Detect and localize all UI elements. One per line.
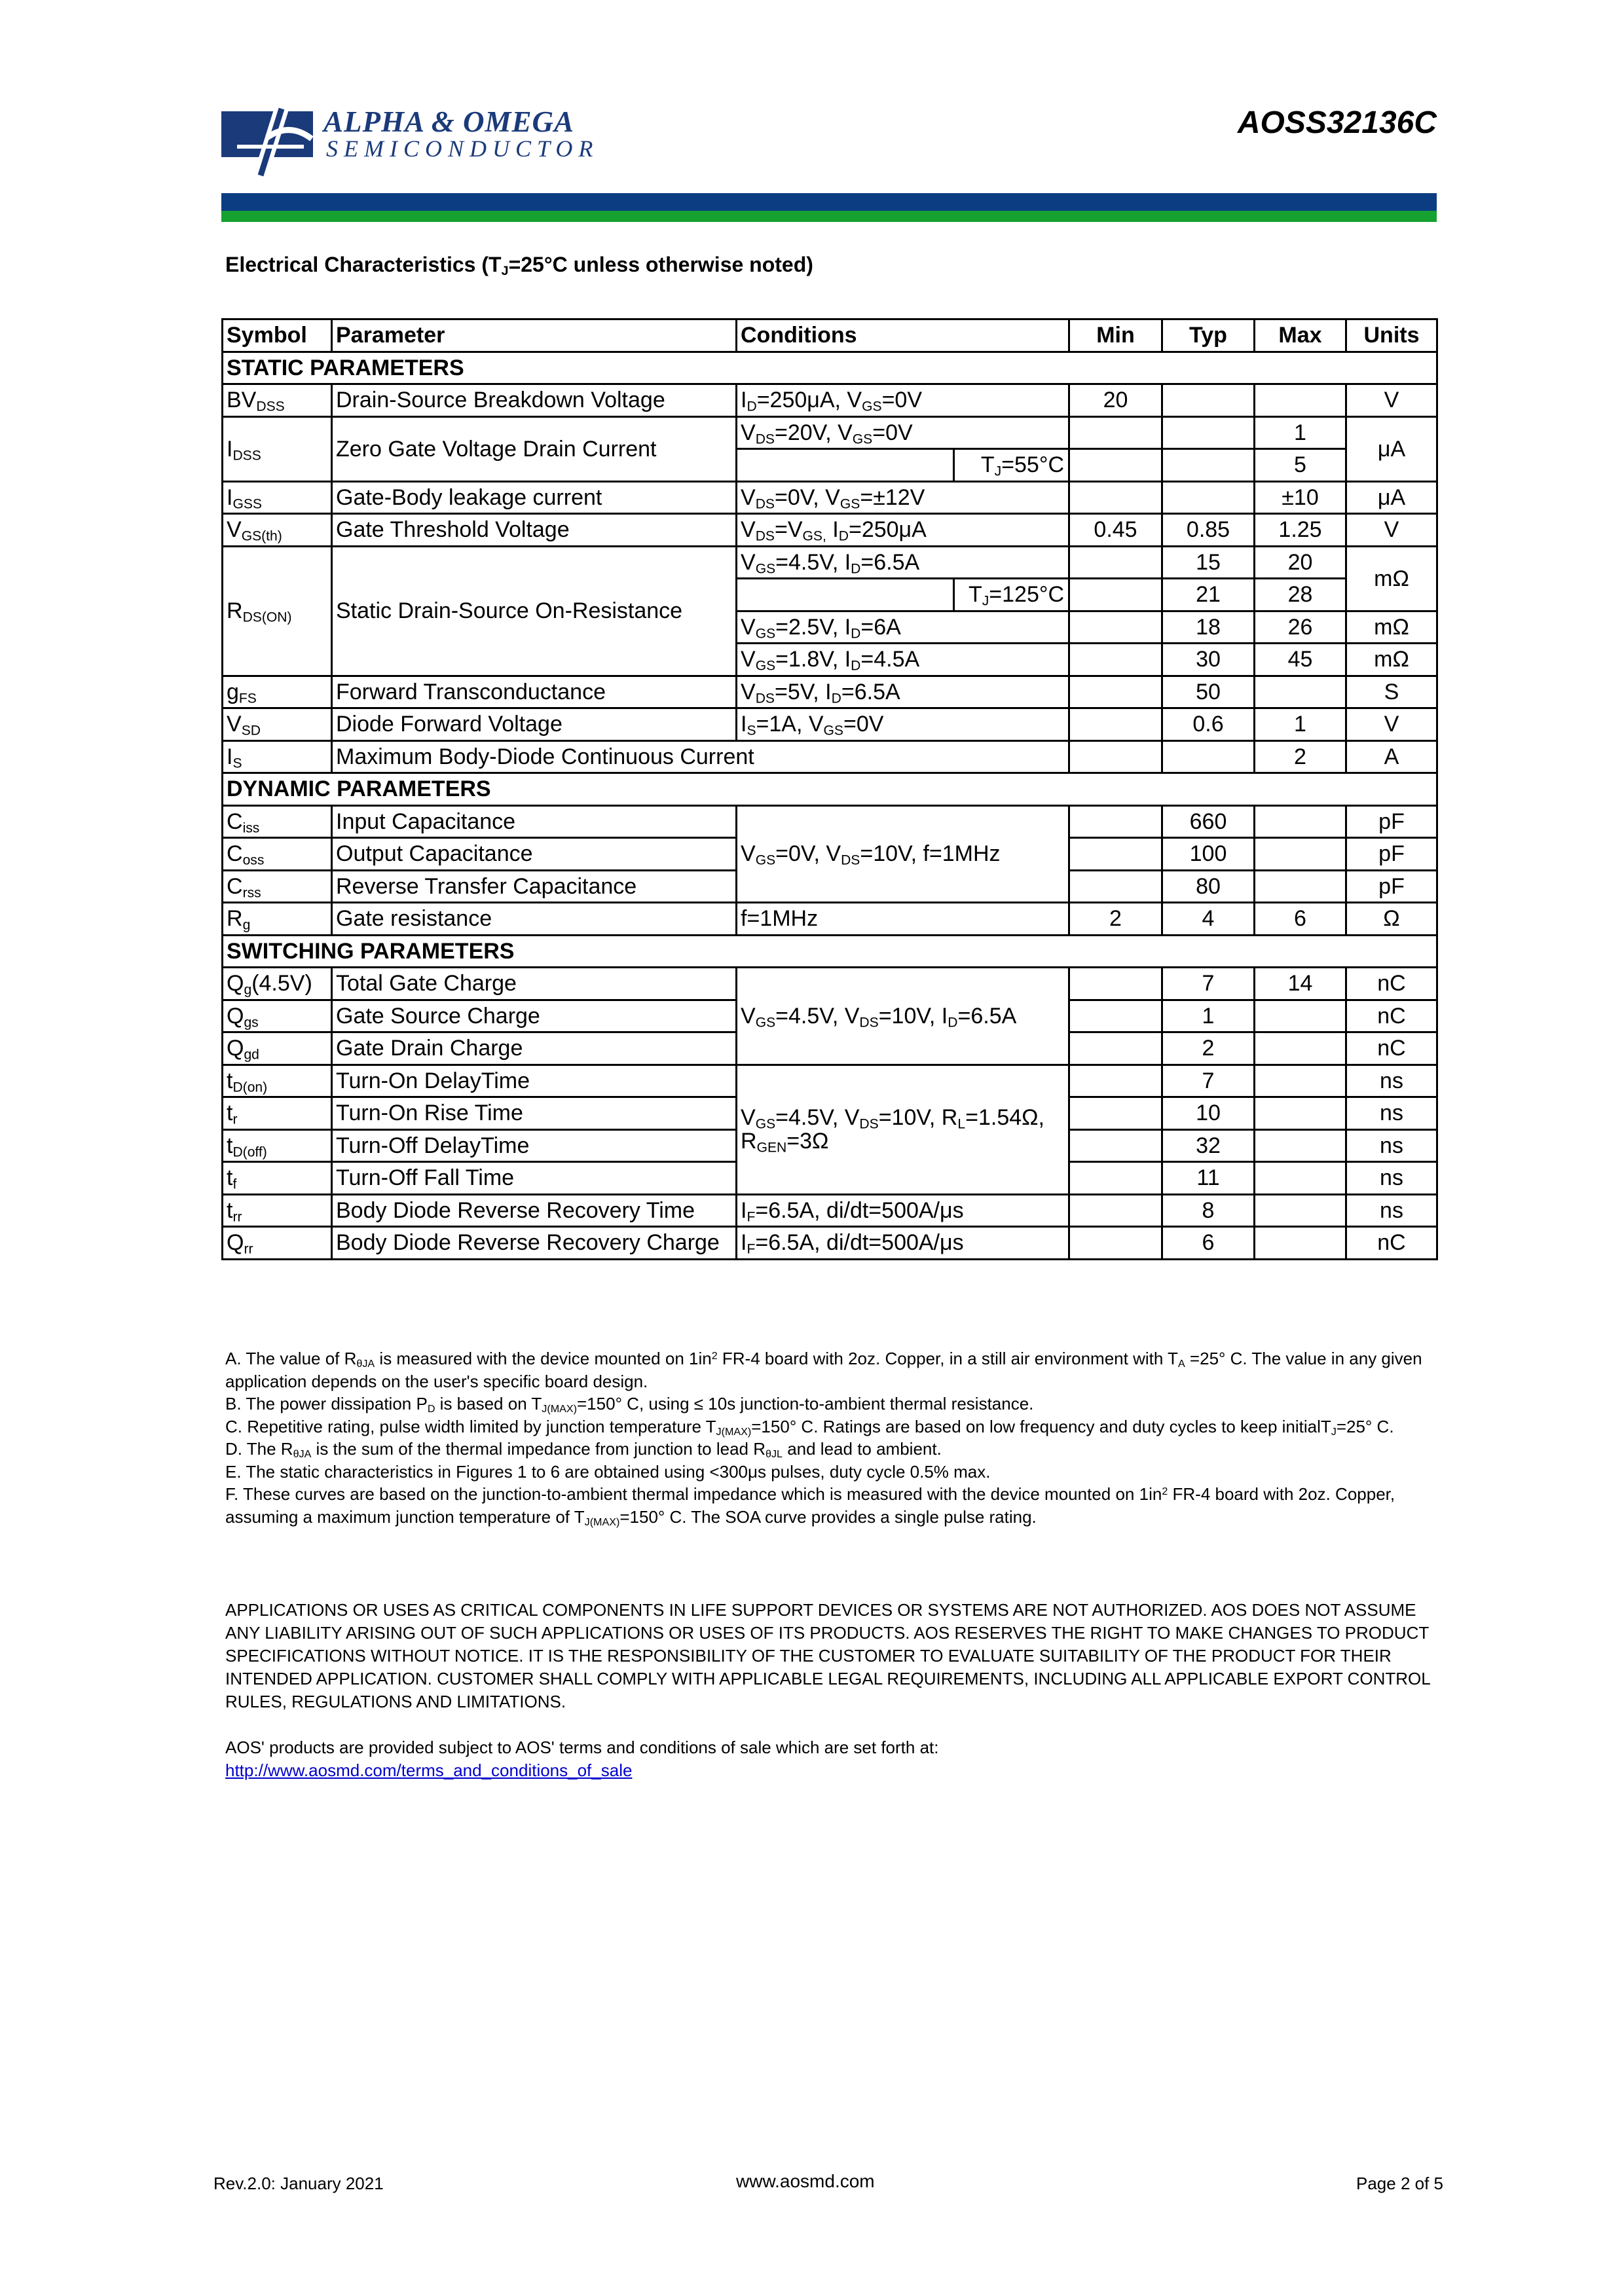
header-min: Min	[1069, 319, 1162, 352]
footnotes	[225, 1347, 1430, 1528]
footer-page-number: Page 2 of 5	[1356, 2174, 1443, 2193]
max-cell	[1255, 1162, 1346, 1195]
table-row-is	[223, 740, 1437, 773]
symbol-cell: $t_{D(on)}$	[223, 1065, 332, 1097]
typ-cell: 2	[1162, 1032, 1255, 1065]
conditions-cell: $V_{DS}=V_{GS,}$ $I_D=250\mu A$	[737, 514, 1069, 547]
typ-cell: 32	[1162, 1129, 1255, 1162]
symbol-cell: $Q_{rr}$	[223, 1227, 332, 1260]
max-cell	[1255, 1000, 1346, 1032]
typ-cell: 10	[1162, 1097, 1255, 1130]
conditions-cell: $V_{GS}=4.5V$, $V_{DS}=10V$, $R_L=1.54\Omega$, $R_{GEN}=3\Omega$	[737, 1065, 1069, 1194]
min-cell	[1069, 838, 1162, 871]
max-cell: 28	[1255, 579, 1346, 611]
conditions-cell: $I_F=6.5A$, di/dt=500A/μs	[737, 1227, 1069, 1260]
table-row-idss	[223, 416, 1437, 449]
conditions-cell: f=1MHz	[737, 903, 1069, 936]
typ-cell	[1162, 740, 1255, 773]
parameter-cell: Body Diode Reverse Recovery Time	[332, 1194, 737, 1227]
table-row-qg	[223, 968, 1437, 1000]
electrical-characteristics-table	[221, 318, 1438, 1260]
units-cell: ns	[1346, 1129, 1437, 1162]
units-cell: nC	[1346, 1000, 1437, 1032]
max-cell: 1	[1255, 708, 1346, 741]
table-row-trr	[223, 1194, 1437, 1227]
note-f: F. These curves are based on the junction-to-ambient thermal impedance which is measured with the device mounted on $1in^2$ FR-4 board with 2oz. Copper, assuming a maximum junction temperature of $T_{J(MAX)}=150^\circ$ C. The SOA curve provides a single pulse rating.	[225, 1484, 1395, 1528]
units-cell: V	[1346, 708, 1437, 741]
symbol-cell: $C_{oss}$	[223, 838, 332, 871]
typ-cell: 15	[1162, 546, 1255, 579]
symbol-cell: $I_S$	[223, 740, 332, 773]
parameter-cell: Gate Source Charge	[332, 1000, 737, 1032]
legal-disclaimer	[225, 1599, 1430, 1782]
conditions-cell: $I_D=250\mu A$, $V_{GS}=0V$	[737, 384, 1069, 417]
max-cell: 1.25	[1255, 514, 1346, 547]
max-cell	[1255, 384, 1346, 417]
typ-cell	[1162, 384, 1255, 417]
typ-cell: 4	[1162, 903, 1255, 936]
conditions-cell: $V_{GS}=0V$, $V_{DS}=10V$, f=1MHz	[737, 805, 1069, 903]
parameter-cell: Turn-On DelayTime	[332, 1065, 737, 1097]
symbol-cell: $t_{rr}$	[223, 1194, 332, 1227]
max-cell	[1255, 676, 1346, 708]
units-cell: A	[1346, 740, 1437, 773]
note-a: A. The value of $R_{\theta JA}$ is measured with the device mounted on $1in^2$ FR-4 board with 2oz. Copper, in a still air environment with $T_A =25^\circ$ C. The value in any given application depends on the user's specific board design.	[225, 1349, 1422, 1391]
max-cell: 1	[1255, 416, 1346, 449]
min-cell	[1069, 449, 1162, 482]
conditions-cell: $I_F=6.5A$, di/dt=500A/μs	[737, 1194, 1069, 1227]
min-cell	[1069, 546, 1162, 579]
units-cell: ns	[1346, 1097, 1437, 1130]
min-cell	[1069, 1065, 1162, 1097]
max-cell	[1255, 1194, 1346, 1227]
terms-link[interactable]: http://www.aosmd.com/terms_and_conditions_of_sale	[225, 1760, 633, 1780]
symbol-cell: $g_{FS}$	[223, 676, 332, 708]
min-cell: 0.45	[1069, 514, 1162, 547]
units-cell: pF	[1346, 805, 1437, 838]
units-cell: nC	[1346, 968, 1437, 1000]
max-cell: ±10	[1255, 481, 1346, 514]
units-cell: ns	[1346, 1194, 1437, 1227]
parameter-cell: Maximum Body-Diode Continuous Current	[332, 740, 1069, 773]
units-cell: V	[1346, 514, 1437, 547]
units-cell: mΩ	[1346, 611, 1437, 644]
max-cell	[1255, 1065, 1346, 1097]
symbol-cell: $BV_{DSS}$	[223, 384, 332, 417]
category-row	[223, 935, 1437, 968]
typ-cell: 100	[1162, 838, 1255, 871]
parameter-cell: Reverse Transfer Capacitance	[332, 870, 737, 903]
parameter-cell: Turn-Off Fall Time	[332, 1162, 737, 1195]
min-cell	[1069, 968, 1162, 1000]
max-cell	[1255, 1032, 1346, 1065]
min-cell: 20	[1069, 384, 1162, 417]
units-cell: pF	[1346, 838, 1437, 871]
units-cell: mΩ	[1346, 644, 1437, 676]
table-row-vsd	[223, 708, 1437, 741]
max-cell: 45	[1255, 644, 1346, 676]
max-cell	[1255, 838, 1346, 871]
header-conditions: Conditions	[737, 319, 1069, 352]
min-cell	[1069, 676, 1162, 708]
conditions-cell: $V_{GS}=1.8V$, $I_D=4.5A$	[737, 644, 1069, 676]
symbol-cell: $I_{GSS}$	[223, 481, 332, 514]
max-cell	[1255, 1097, 1346, 1130]
header-symbol: Symbol	[223, 319, 332, 352]
header-max: Max	[1255, 319, 1346, 352]
min-cell	[1069, 805, 1162, 838]
max-cell	[1255, 805, 1346, 838]
note-c: C. Repetitive rating, pulse width limited by junction temperature $T_{J(MAX)}=150^\circ$ C. Ratings are based on low frequency and duty cycles to keep initialT$_J$=25° C.	[225, 1416, 1394, 1438]
parameter-cell: Input Capacitance	[332, 805, 737, 838]
units-cell: mΩ	[1346, 546, 1437, 611]
symbol-cell: $C_{rss}$	[223, 870, 332, 903]
header-band-green	[221, 211, 1437, 222]
min-cell	[1069, 579, 1162, 611]
min-cell: 2	[1069, 903, 1162, 936]
symbol-cell: $R_g$	[223, 903, 332, 936]
typ-cell: 80	[1162, 870, 1255, 903]
units-cell: μA	[1346, 416, 1437, 481]
min-cell	[1069, 1227, 1162, 1260]
typ-cell: 50	[1162, 676, 1255, 708]
conditions-cell: $I_S=1A$, $V_{GS}=0V$	[737, 708, 1069, 741]
symbol-cell: $Q_{gd}$	[223, 1032, 332, 1065]
max-cell: 20	[1255, 546, 1346, 579]
parameter-cell: Static Drain-Source On-Resistance	[332, 546, 737, 676]
parameter-cell: Turn-Off DelayTime	[332, 1129, 737, 1162]
symbol-cell: $Q_{gs}$	[223, 1000, 332, 1032]
note-e: E. The static characteristics in Figures 1 to 6 are obtained using <300μs pulses, duty cycle 0.5% max.	[225, 1461, 991, 1482]
conditions-cell: $V_{GS}=2.5V$, $I_D=6A$	[737, 611, 1069, 644]
typ-cell: 18	[1162, 611, 1255, 644]
symbol-cell: $V_{GS(th)}$	[223, 514, 332, 547]
min-cell	[1069, 1000, 1162, 1032]
parameter-cell: Total Gate Charge	[332, 968, 737, 1000]
switching-parameters-title: SWITCHING PARAMETERS	[223, 935, 1437, 968]
table-row-vgsth	[223, 514, 1437, 547]
max-cell: 5	[1255, 449, 1346, 482]
conditions-cell: $V_{GS}=4.5V$, $V_{DS}=10V$, $I_D=6.5A$	[737, 968, 1069, 1065]
conditions-cell: $V_{GS}=4.5V$, $I_D=6.5A$	[737, 546, 1069, 579]
header-typ: Typ	[1162, 319, 1255, 352]
parameter-cell: Zero Gate Voltage Drain Current	[332, 416, 737, 481]
parameter-cell: Body Diode Reverse Recovery Charge	[332, 1227, 737, 1260]
max-cell: 26	[1255, 611, 1346, 644]
typ-cell: 660	[1162, 805, 1255, 838]
units-cell: Ω	[1346, 903, 1437, 936]
min-cell	[1069, 870, 1162, 903]
max-cell: 6	[1255, 903, 1346, 936]
units-cell: V	[1346, 384, 1437, 417]
conditions-cell: $V_{DS}=0V$, $V_{GS}=\pm 12V$	[737, 481, 1069, 514]
symbol-cell: $Q_g(4.5V)$	[223, 968, 332, 1000]
logo-name: ALPHA & OMEGA	[323, 105, 575, 138]
symbol-cell: $I_{DSS}$	[223, 416, 332, 481]
min-cell	[1069, 740, 1162, 773]
tj-condition-cell: $T_J=55^\circ C$	[954, 449, 1069, 482]
table-row-bvdss	[223, 384, 1437, 417]
header-units: Units	[1346, 319, 1437, 352]
min-cell	[1069, 708, 1162, 741]
min-cell	[1069, 1194, 1162, 1227]
parameter-cell: Gate resistance	[332, 903, 737, 936]
header-band-blue	[221, 193, 1437, 211]
max-cell: 14	[1255, 968, 1346, 1000]
table-row-rg	[223, 903, 1437, 936]
company-logo	[221, 105, 599, 179]
typ-cell: 7	[1162, 1065, 1255, 1097]
table-row-gfs	[223, 676, 1437, 708]
symbol-cell: $R_{DS(ON)}$	[223, 546, 332, 676]
table-header-row	[223, 319, 1437, 352]
table-row-rdson	[223, 546, 1437, 579]
max-cell	[1255, 1129, 1346, 1162]
symbol-cell: $t_f$	[223, 1162, 332, 1195]
max-cell	[1255, 870, 1346, 903]
min-cell	[1069, 1162, 1162, 1195]
alpha-omega-logo-icon	[221, 105, 313, 178]
header-parameter: Parameter	[332, 319, 737, 352]
typ-cell	[1162, 449, 1255, 482]
table-row-igss	[223, 481, 1437, 514]
note-d: D. The $R_{\theta JA}$ is the sum of the thermal impedance from junction to lead $R_{\theta JL}$ and lead to ambient.	[225, 1439, 942, 1461]
typ-cell: 0.6	[1162, 708, 1255, 741]
typ-cell	[1162, 416, 1255, 449]
conditions-spacer-cell	[737, 449, 954, 482]
category-row	[223, 352, 1437, 384]
min-cell	[1069, 644, 1162, 676]
units-cell: μA	[1346, 481, 1437, 514]
units-cell: pF	[1346, 870, 1437, 903]
footer-website: www.aosmd.com	[736, 2171, 875, 2191]
table-row-tdon	[223, 1065, 1437, 1097]
static-parameters-title: STATIC PARAMETERS	[223, 352, 1437, 384]
symbol-cell: $C_{iss}$	[223, 805, 332, 838]
tj-condition-cell: $T_J=125^\circ C$	[954, 579, 1069, 611]
conditions-cell: $V_{DS}=5V$, $I_D=6.5A$	[737, 676, 1069, 708]
units-cell: nC	[1346, 1032, 1437, 1065]
min-cell	[1069, 481, 1162, 514]
parameter-cell: Gate-Body leakage current	[332, 481, 737, 514]
parameter-cell: Diode Forward Voltage	[332, 708, 737, 741]
part-number: AOSS32136C	[1237, 105, 1437, 140]
typ-cell: 8	[1162, 1194, 1255, 1227]
units-cell: S	[1346, 676, 1437, 708]
typ-cell: 11	[1162, 1162, 1255, 1195]
table-row-qrr	[223, 1227, 1437, 1260]
typ-cell: 7	[1162, 968, 1255, 1000]
max-cell: 2	[1255, 740, 1346, 773]
typ-cell: 30	[1162, 644, 1255, 676]
note-b: B. The power dissipation $P_D$ is based on $T_{J(MAX)}=150^\circ$ C, using ≤ 10s junction-to-ambient thermal resistance.	[225, 1394, 1034, 1415]
min-cell	[1069, 1129, 1162, 1162]
max-cell	[1255, 1227, 1346, 1260]
typ-cell: 0.85	[1162, 514, 1255, 547]
parameter-cell: Drain-Source Breakdown Voltage	[332, 384, 737, 417]
units-cell: ns	[1346, 1162, 1437, 1195]
min-cell	[1069, 611, 1162, 644]
min-cell	[1069, 1097, 1162, 1130]
typ-cell: 21	[1162, 579, 1255, 611]
min-cell	[1069, 416, 1162, 449]
conditions-cell: $V_{DS}=20V$, $V_{GS}=0V$	[737, 416, 1069, 449]
parameter-cell: Turn-On Rise Time	[332, 1097, 737, 1130]
typ-cell: 6	[1162, 1227, 1255, 1260]
conditions-spacer-cell	[737, 579, 954, 611]
units-cell: ns	[1346, 1065, 1437, 1097]
disclaimer-text: APPLICATIONS OR USES AS CRITICAL COMPONENTS IN LIFE SUPPORT DEVICES OR SYSTEMS ARE NOT AUTHORIZED. AOS DOES NOT ASSUME ANY LIABILITY ARISING OUT OF SUCH APPLICATIONS OR USES OF ITS PRODUCTS. AOS RESERVES THE RIGHT TO MAKE CHANGES TO PRODUCT SPECIFICATIONS WITHOUT NOTICE. IT IS THE RESPONSIBILITY OF THE CUSTOMER TO EVALUATE SUITABILITY OF THE PRODUCT FOR THEIR INTENDED APPLICATION. CUSTOMER SHALL COMPLY WITH APPLICABLE LEGAL REQUIREMENTS, INCLUDING ALL APPLICABLE EXPORT CONTROL RULES, REGULATIONS AND LIMITATIONS.	[225, 1600, 1430, 1711]
parameter-cell: Gate Threshold Voltage	[332, 514, 737, 547]
min-cell	[1069, 1032, 1162, 1065]
category-row	[223, 773, 1437, 806]
parameter-cell: Forward Transconductance	[332, 676, 737, 708]
parameter-cell: Gate Drain Charge	[332, 1032, 737, 1065]
symbol-cell: $V_{SD}$	[223, 708, 332, 741]
symbol-cell: $t_{D(off)}$	[223, 1129, 332, 1162]
terms-text: AOS' products are provided subject to AOS' terms and conditions of sale which are set forth at:	[225, 1738, 939, 1757]
section-title: Electrical Characteristics ($T_J=25^\circ C$ unless otherwise noted)	[225, 253, 813, 278]
footer-revision: Rev.2.0: January 2021	[213, 2174, 384, 2193]
symbol-cell: $t_r$	[223, 1097, 332, 1130]
typ-cell: 1	[1162, 1000, 1255, 1032]
units-cell: nC	[1346, 1227, 1437, 1260]
parameter-cell: Output Capacitance	[332, 838, 737, 871]
logo-subtitle: SEMICONDUCTOR	[326, 136, 599, 162]
table-row-ciss	[223, 805, 1437, 838]
dynamic-parameters-title: DYNAMIC PARAMETERS	[223, 773, 1437, 806]
typ-cell	[1162, 481, 1255, 514]
